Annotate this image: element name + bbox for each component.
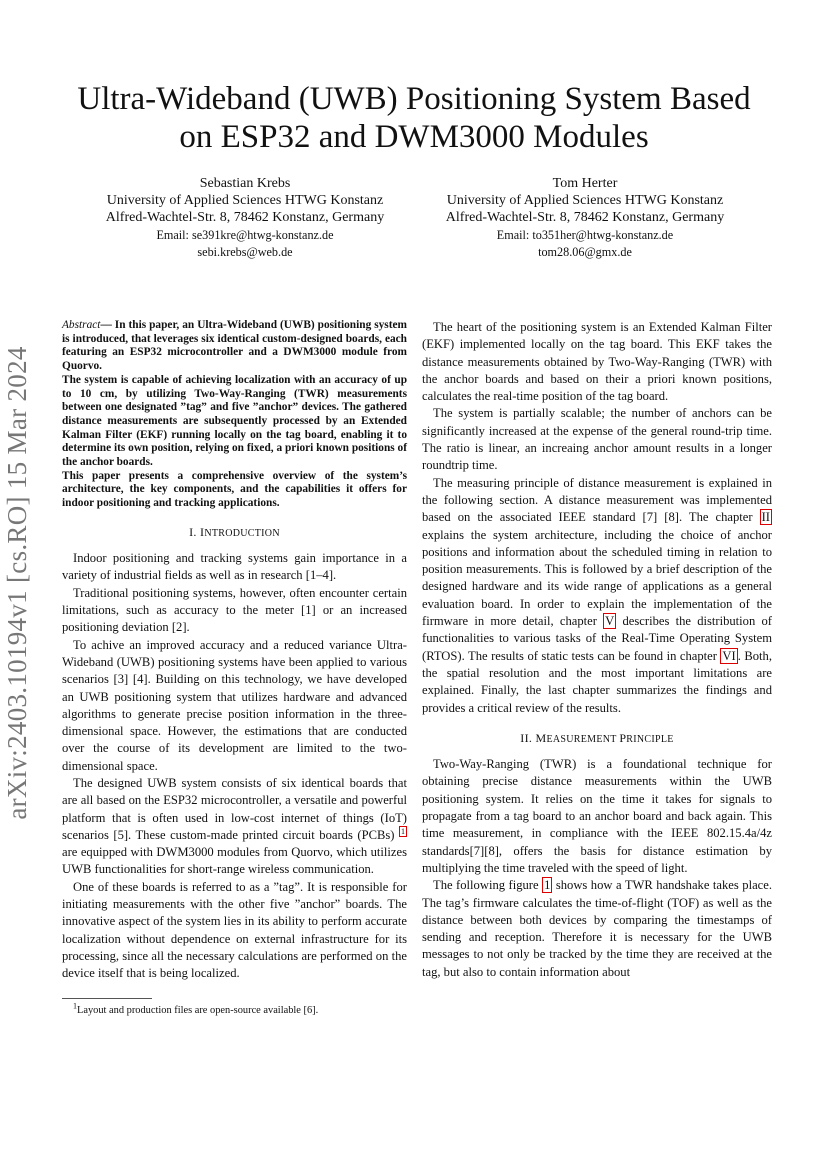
figure-link-1[interactable]: 1 [544, 878, 551, 893]
section-heading-introduction [62, 524, 407, 542]
footnote-mark: 1 [73, 1001, 77, 1011]
section-initial: P [619, 730, 627, 745]
section-number: II. [520, 730, 536, 745]
text-span: The measuring principle of distance measurement is explained in the following section. A distance measurement was implemented based on the associated IEEE standard [7] [8]. The chapter [422, 475, 772, 525]
section-link-VI[interactable]: VI [722, 648, 736, 663]
text-span: The designed UWB system consists of six identical boards that are all based on the ESP32 microcontroller, a versatile and powerful platform that is often used in low-cost internet of things (IoT) scenarios [5]. These custom-made printed circuit boards (PCBs) [62, 776, 407, 842]
intro-paragraph-6: The heart of the positioning system is an Extended Kalman Filter (EKF) implemented locally on the tag board. This EKF takes the distance measurements obtained by Two-Way-Ranging (TWR) with the anchor boards and based on their a priori known positions, calculates the real-time position of the tag board. [422, 320, 772, 404]
left-column [62, 319, 407, 1017]
author-email: Email: to351her@htwg-konstanz.de [496, 227, 674, 242]
abstract-dash: — [100, 319, 115, 331]
footnote-text: Layout and production files are open-source available [6]. [77, 1004, 319, 1016]
footnote-divider [62, 998, 152, 999]
section-initial: I [200, 524, 205, 539]
section-initial: M [535, 730, 547, 745]
text-span: . Both, the spatial resolution and the most important limitations are explained. Finally, the last chapter summarizes the findings and provides a critical review of the results. [422, 648, 772, 715]
intro-paragraph-3: To achive an improved accuracy and a reduced variance Ultra-Wideband (UWB) positioning systems have been applied to various scenarios [3] [4]. Building on this technology, we have developed an UWB positioning system that utilizes hardware and advanced algorithms to generate precise position information in the three-dimensional space. However, the estimations that are conducted over the course of its development are limited to the two-dimensional space. [62, 637, 407, 773]
text-span: are equipped with DWM3000 modules from Quorvo, which utilizes UWB functionalities for short-range wireless communication. [62, 845, 407, 877]
text-span: describes the distribution of functionalities to various tasks of the Real-Time Operating System (RTOS). The results of static tests can be found in chapter [422, 614, 772, 663]
footnote-link[interactable]: 1 [401, 826, 405, 836]
measurement-paragraph-2 [422, 877, 772, 981]
author-email: Email: se391kre@htwg-konstanz.de [156, 227, 334, 242]
author-email-alt: sebi.krebs@web.de [197, 244, 293, 259]
abstract-paragraph-2: The system is capable of achieving localization with an accuracy of up to 10 cm, by utilizing Two-Way-Ranging (TWR) measurements between one designated ”tag” and five ”anchor” devices. The gathered distance measurements are subsequently processed by an Extended Kalman Filter (EKF) running locally on the tag board, enabling it to determine its own position, relying on fixed, a priori known positions of the anchor boards. [62, 373, 407, 469]
measurement-paragraph-1: Two-Way-Ranging (TWR) is a foundational technique for obtaining precise distance measurements within the UWB positioning system. It relies on the time it takes for signals to propagate from a tag board to an anchor board and back again. This time measurement, in compliance with the IEEE 802.15.4a/4z standards[7][8], offers the basis for distance estimation by multiplying the time traveled with the speed of light. [422, 757, 772, 875]
intro-paragraph-4 [62, 775, 407, 879]
section-number: I. [189, 524, 201, 539]
intro-paragraph-5: One of these boards is referred to as a ”tag”. It is responsible for initiating measurements with the other five ”anchor” boards. The innovative aspect of the system lies in its ability to perform accurate localization without dependence on external infrastructure for its processing, since all the necessary calculations are performed on the device itself that is being localized. [62, 879, 407, 981]
author-block-1 [80, 175, 410, 261]
title-line-1: Ultra-Wideband (UWB) Positioning System Based [77, 81, 751, 117]
author-affiliation: University of Applied Sciences HTWG Konstanz [446, 193, 724, 209]
arxiv-identifier[interactable]: arXiv:2403.10194v1 [cs.RO] 15 Mar 2024 [2, 346, 32, 820]
section-rest: RINCIPLE [626, 733, 674, 745]
section-heading-measurement-principle [422, 730, 772, 748]
intro-paragraph-7: The system is partially scalable; the number of anchors can be significantly increased at the expense of the general round-trip time. The ratio is linear, an increaing anchor amount results in a longer roundtrip time. [422, 406, 772, 473]
intro-paragraph-2: Traditional positioning systems, however, often encounter certain limitations, such as accuracy to the meter [1] or an increased positioning deviation [2]. [62, 585, 407, 635]
abstract-label: Abstract [62, 319, 101, 331]
paper-title [40, 80, 788, 156]
author-email-alt: tom28.06@gmx.de [538, 244, 632, 259]
text-span: shows how a TWR handshake takes place. The tag’s firmware calculates the time-of-flight (TOF) as well as the distance between both devices by comparing the timestamps of sending and reception. Therefore it is necessary for the UWB messages to not only be tracked by the time they are received at the tag, but also to contain information about [422, 878, 772, 979]
section-rest: NTRODUCTION [204, 527, 280, 539]
author-address: Alfred-Wachtel-Str. 8, 78462 Konstanz, Germany [105, 210, 385, 226]
author-block-2 [420, 175, 750, 261]
intro-paragraph-1: Indoor positioning and tracking systems gain importance in a variety of industrial fields as well as in research [1–4]. [62, 551, 407, 583]
abstract [62, 319, 407, 511]
abstract-paragraph-1: In this paper, an Ultra-Wideband (UWB) positioning system is introduced, that leverages six identical custom-designed boards, each featuring an ESP32 microcontroller and a DWM3000 module from Quorvo. [62, 319, 407, 373]
author-address: Alfred-Wachtel-Str. 8, 78462 Konstanz, Germany [445, 210, 725, 226]
section-link-II[interactable]: II [761, 510, 770, 525]
right-column [422, 319, 772, 981]
footnote [62, 1001, 407, 1017]
text-span: explains the system architecture, including the choice of anchor positions and information about the scheduled timing in relation to position measurements. This is followed by a brief description of the designed hardware and its wide range of applications as a general evaluation board. In order to explain the implementation of the firmware in more detail, chapter [422, 527, 772, 629]
section-rest: EASUREMENT [546, 733, 620, 745]
abstract-paragraph-3: This paper presents a comprehensive overview of the system’s architecture, the key components, and the capabilities it offers for indoor positioning and tracking applications. [62, 469, 407, 510]
author-name: Tom Herter [552, 176, 618, 191]
author-name: Sebastian Krebs [199, 176, 291, 191]
intro-paragraph-8 [422, 475, 772, 717]
author-affiliation: University of Applied Sciences HTWG Konstanz [106, 193, 384, 209]
text-span: The following figure [433, 878, 543, 893]
title-line-2: on ESP32 and DWM3000 Modules [179, 119, 649, 155]
section-link-V[interactable]: V [605, 614, 615, 629]
